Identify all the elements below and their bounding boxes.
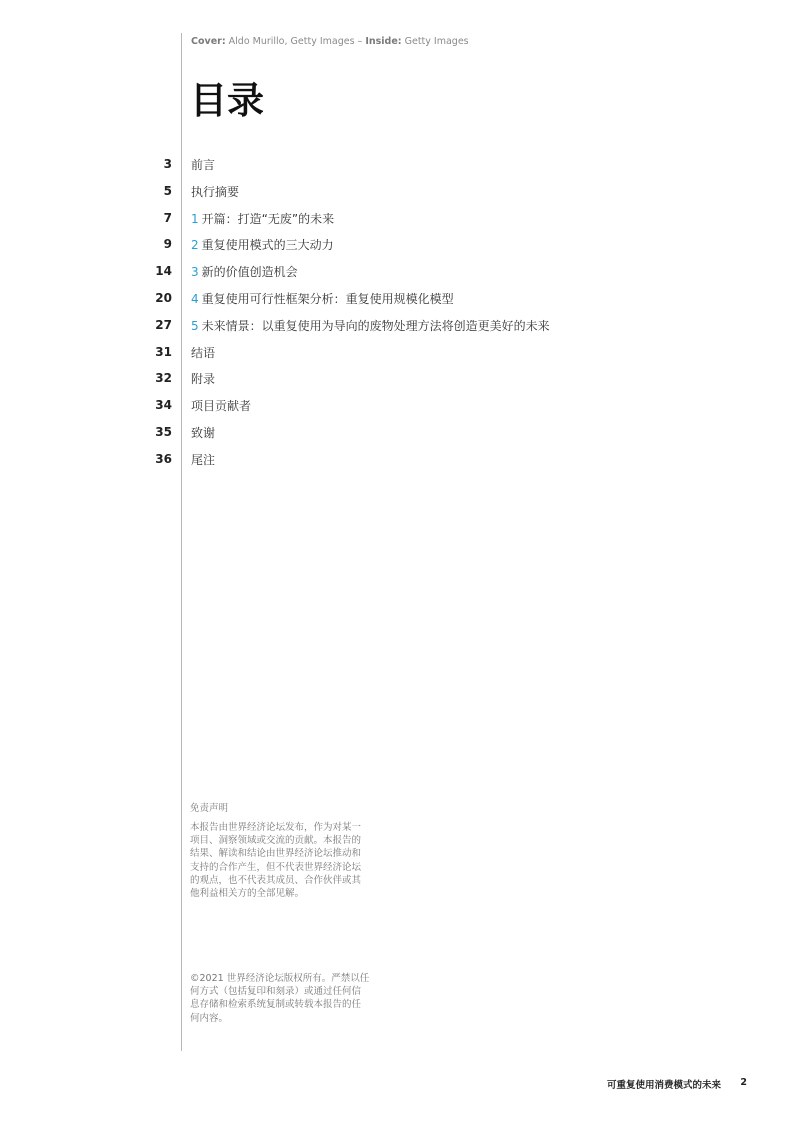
disclaimer-line: 项目、洞察领域或交流的贡献。本报告的: [190, 835, 362, 847]
toc-page-number: 32: [155, 371, 172, 386]
toc-label-text: 新的价值创造机会: [201, 265, 298, 280]
disclaimer-line: 他利益相关方的全部见解。: [190, 888, 305, 900]
toc-label-text: 执行摘要: [191, 184, 240, 199]
toc-label-text: 结语: [191, 345, 216, 360]
toc-page-number: 36: [155, 451, 172, 466]
toc-page-number: 27: [155, 317, 172, 332]
table-of-contents: [0, 151, 793, 473]
footer-page-number: 2: [740, 1077, 747, 1088]
toc-label-text: 尾注: [191, 452, 216, 467]
toc-page-number: 20: [155, 290, 172, 305]
toc-label[interactable]: [191, 156, 215, 173]
toc-chapter-number: 2: [191, 238, 199, 253]
disclaimer-body: [190, 821, 376, 900]
copyright-line: 何方式（包括复印和刻录）或通过任何信: [190, 986, 362, 998]
toc-label[interactable]: [191, 424, 215, 441]
toc-entry[interactable]: [0, 339, 793, 366]
toc-label[interactable]: [191, 210, 334, 227]
toc-chapter-number: 4: [191, 291, 199, 306]
toc-page-number: 7: [163, 210, 172, 225]
toc-label-text: 前言: [191, 158, 216, 172]
toc-entry[interactable]: [0, 285, 793, 312]
toc-label[interactable]: [191, 183, 239, 200]
toc-chapter-number: 3: [191, 265, 199, 280]
toc-label-text: 开篇：打造“无废”的未来: [201, 211, 335, 226]
toc-page-number: 3: [163, 157, 172, 171]
toc-label-text: 重复使用可行性框架分析：重复使用规模化模型: [201, 291, 454, 306]
disclaimer-line: 的观点，也不代表其成员、合作伙伴或其: [190, 874, 362, 886]
toc-label[interactable]: [191, 236, 334, 253]
toc-entry[interactable]: [0, 392, 793, 419]
toc-label[interactable]: [191, 344, 215, 361]
toc-label[interactable]: [191, 263, 298, 280]
cover-credit-label: Cover:: [191, 36, 226, 47]
toc-label-text: 未来情景：以重复使用为导向的废物处理方法将创造更美好的未来: [201, 318, 550, 333]
toc-chapter-number: 1: [191, 211, 199, 226]
toc-page-number: 34: [155, 398, 172, 413]
toc-page-number: 14: [155, 264, 172, 279]
toc-label-text: 附录: [191, 372, 216, 387]
toc-label[interactable]: [191, 451, 215, 468]
toc-label-text: 项目贡献者: [191, 399, 252, 414]
toc-page-number: 5: [163, 183, 172, 198]
toc-entry[interactable]: [0, 312, 793, 339]
toc-page-number: 31: [155, 344, 172, 359]
cover-credit-value: Aldo Murillo, Getty Images –: [225, 36, 366, 47]
inside-credit-value: Getty Images: [401, 36, 469, 47]
footer-report-title: 可重复使用消费模式的未来: [606, 1080, 721, 1091]
toc-label-text: 重复使用模式的三大动力: [201, 238, 334, 253]
disclaimer-line: 支持的合作产生，但不代表世界经济论坛: [190, 861, 362, 873]
toc-entry[interactable]: [0, 178, 793, 205]
page-title: 目录: [190, 79, 264, 122]
toc-entry[interactable]: [0, 365, 793, 392]
toc-label[interactable]: [191, 290, 454, 307]
copyright-line: 息存储和检索系统复制或转载本报告的任: [190, 999, 362, 1011]
toc-label-text: 致谢: [191, 425, 216, 440]
copyright-notice: [190, 972, 380, 1025]
toc-entry[interactable]: [0, 151, 793, 178]
toc-page-number: 35: [155, 424, 172, 439]
toc-chapter-number: 5: [191, 318, 199, 333]
photo-credits: [191, 36, 469, 47]
toc-label[interactable]: [191, 370, 215, 387]
disclaimer-line: 结果、解读和结论由世界经济论坛推动和: [190, 848, 362, 860]
toc-entry[interactable]: [0, 258, 793, 285]
toc-entry[interactable]: [0, 419, 793, 446]
toc-label[interactable]: [191, 397, 251, 414]
copyright-line: 何内容。: [190, 1012, 229, 1024]
toc-entry[interactable]: [0, 446, 793, 473]
toc-entry[interactable]: [0, 231, 793, 258]
toc-label[interactable]: [191, 317, 550, 334]
toc-page-number: 9: [163, 237, 172, 252]
disclaimer-title: 免责声明: [190, 803, 229, 814]
copyright-line: ©2021 世界经济论坛版权所有。严禁以任: [190, 973, 370, 984]
toc-entry[interactable]: [0, 205, 793, 232]
disclaimer-line: 本报告由世界经济论坛发布，作为对某一: [190, 822, 362, 833]
inside-credit-label: Inside:: [365, 36, 402, 47]
